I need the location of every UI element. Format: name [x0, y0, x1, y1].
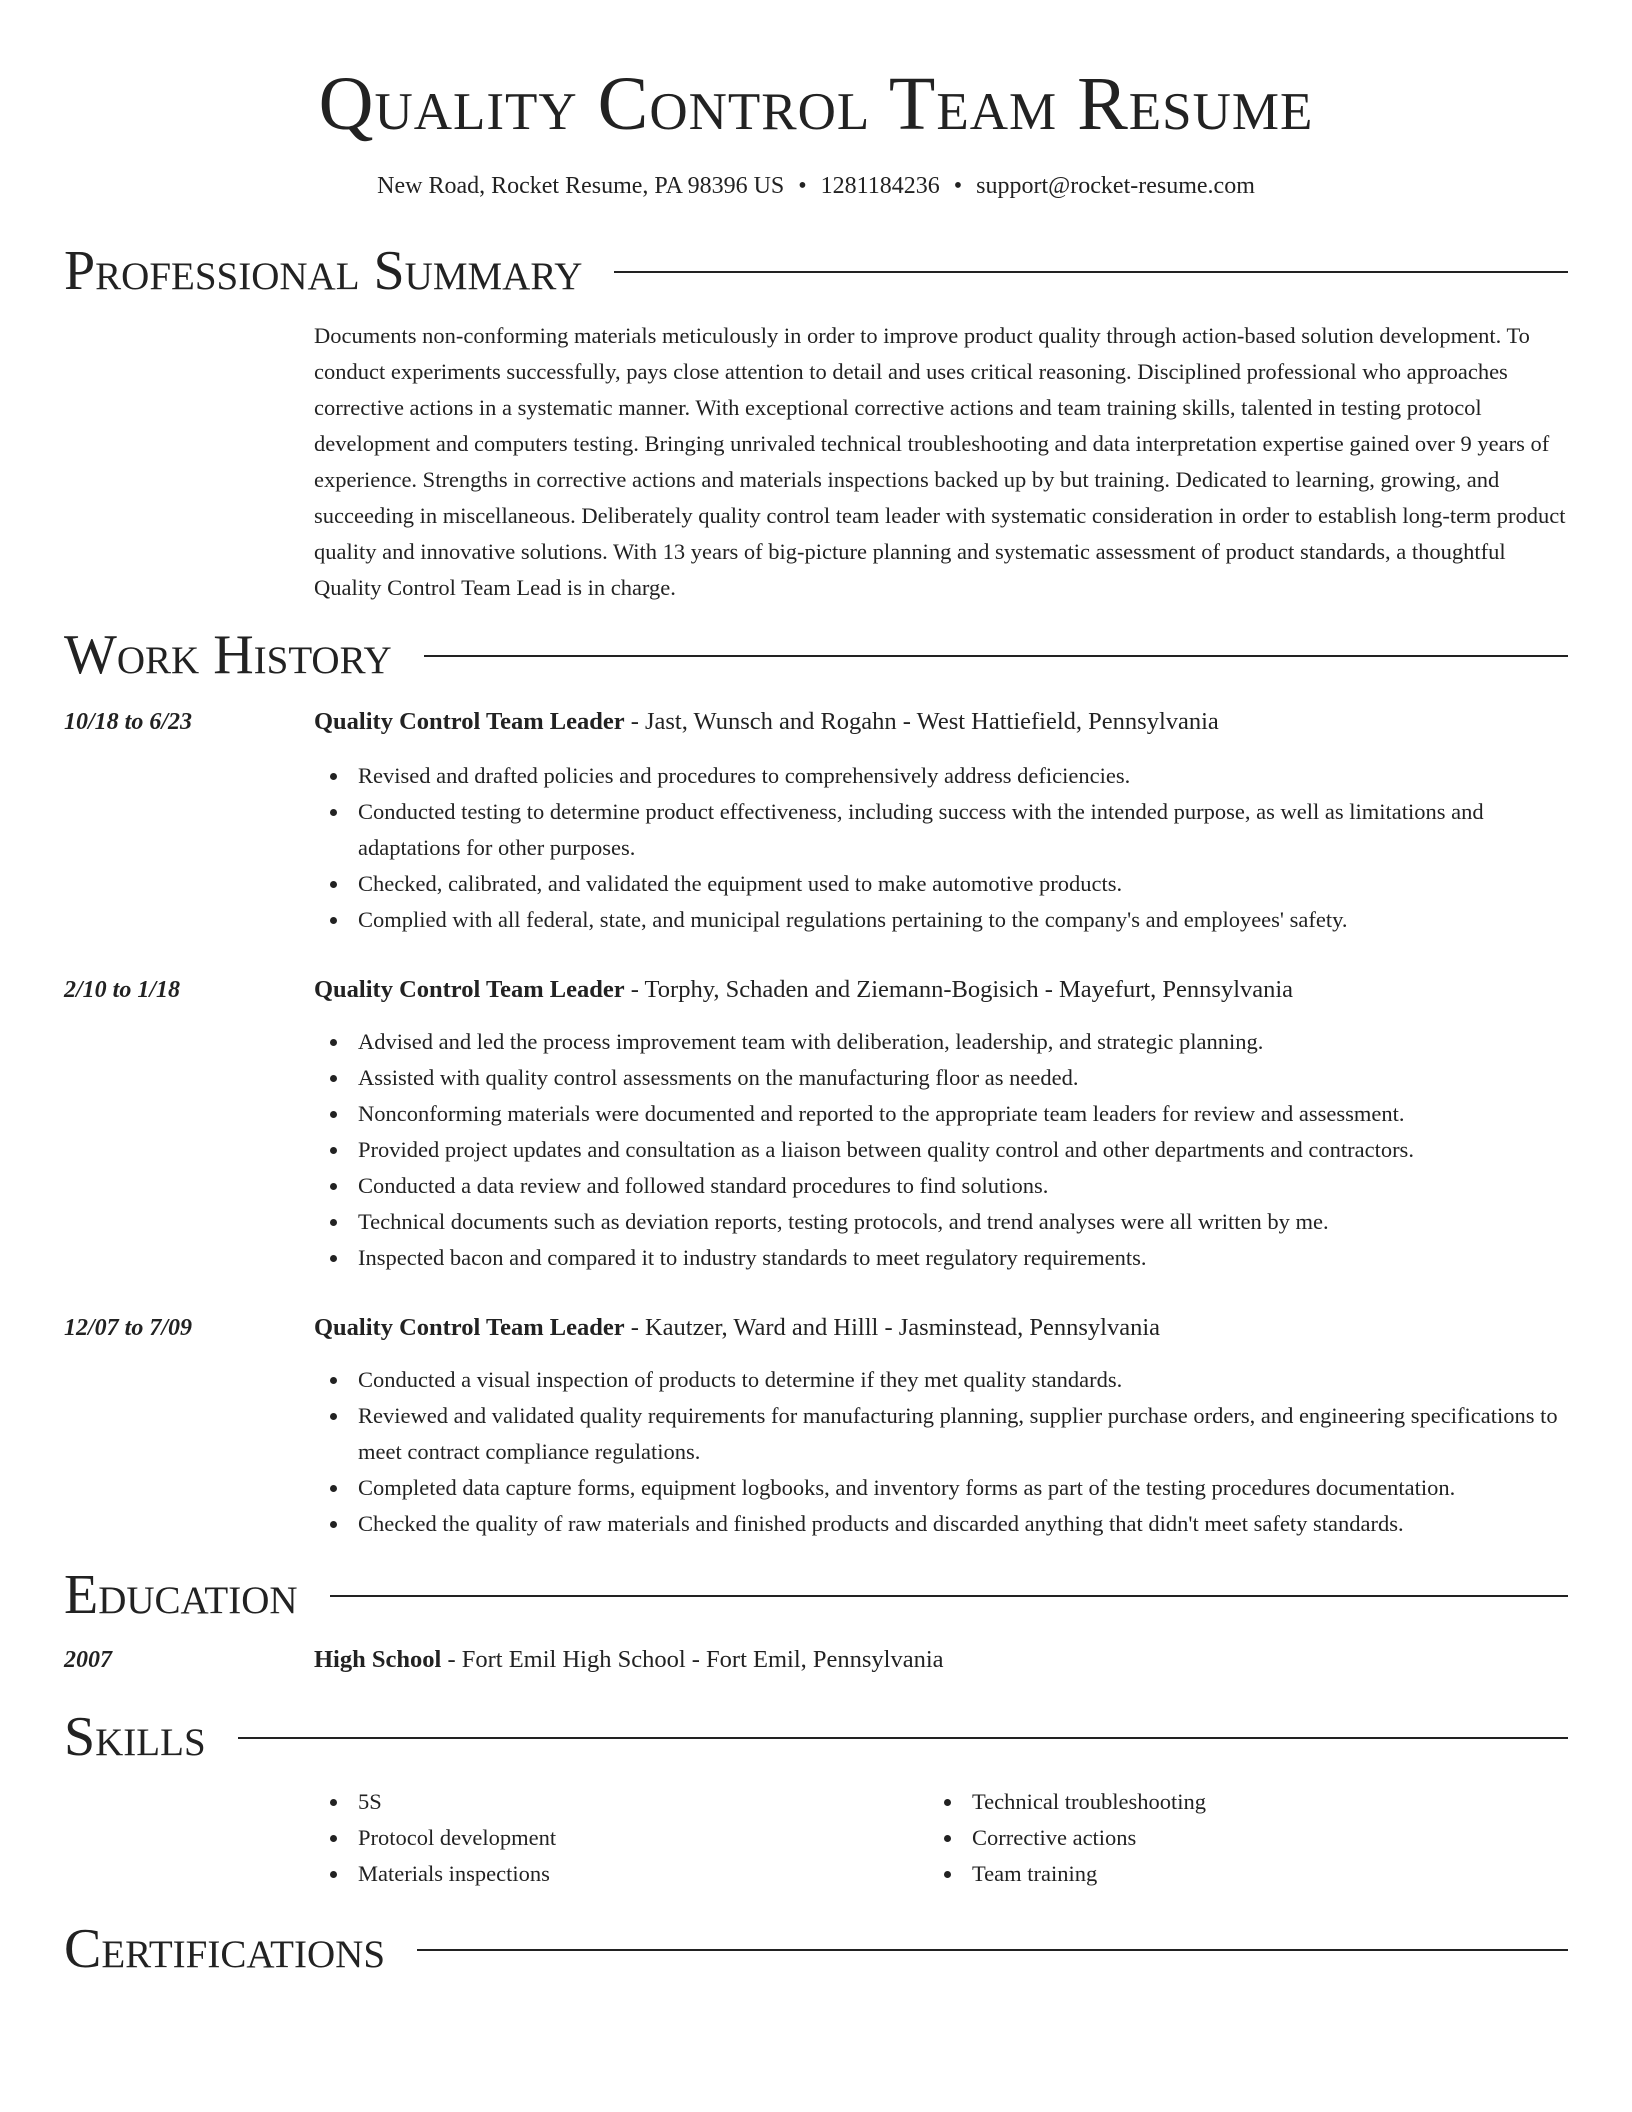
summary-text: Documents non-conforming materials meticulously in order to improve product quality through action-based solution development. To conduct experiments successfully, pays close attention to detail and uses critical reasoning. Disciplined professional who approaches corrective actions in a systematic manner. With exceptional corrective actions and team training skills, talented in testing protocol development and computers testing. Bringing unrivaled technical troubleshooting and data interpretation expertise gained over 9 years of experience. Strengths in corrective actions and materials inspections backed up by but training. Dedicated to learning, growing, and succeeding in miscellaneous. Deliberately quality control team leader with systematic consideration in order to establish long-term product quality and innovative solutions. With 13 years of big-picture planning and systematic assessment of product standards, a thoughtful Quality Control Team Lead is in charge. — [314, 323, 1566, 600]
list-item: Provided project updates and consultation as a liaison between quality control and other departments and contractors. — [314, 1132, 1568, 1168]
resume-header — [0, 0, 1632, 202]
summary-heading: Professional Summary — [64, 240, 583, 302]
list-item: Nonconforming materials were documented and reported to the appropriate team leaders for review and assessment. — [314, 1096, 1568, 1132]
list-item: Advised and led the process improvement team with deliberation, leadership, and strategic planning. — [314, 1024, 1568, 1060]
skill-item: Technical troubleshooting — [928, 1784, 1542, 1820]
work-bullets — [314, 1362, 1568, 1542]
certifications-heading-row — [64, 1914, 1568, 1984]
work-company: - Torphy, Schaden and Ziemann-Bogisich - Mayefurt, Pennsylvania — [624, 976, 1294, 1003]
skills-grid — [314, 1784, 1568, 1892]
work-heading-row — [64, 620, 1568, 690]
work-role: Quality Control Team Leader — [314, 1314, 625, 1341]
summary-heading-row — [64, 236, 1568, 306]
education-entry — [64, 1642, 1568, 1678]
list-item: Conducted a visual inspection of products to determine if they met quality standards. — [314, 1362, 1568, 1398]
work-bullets — [314, 1024, 1568, 1276]
work-heading: Work History — [64, 624, 392, 686]
education-title — [314, 1642, 1568, 1678]
skill-item: 5S — [314, 1784, 928, 1820]
work-company: - Jast, Wunsch and Rogahn - West Hattiefield, Pennsylvania — [624, 708, 1219, 735]
contact-email: support@rocket-resume.com — [976, 173, 1255, 199]
section-divider — [424, 655, 1568, 657]
list-item: Checked the quality of raw materials and finished products and discarded anything that didn't meet safety standards. — [314, 1506, 1568, 1542]
list-item: Revised and drafted policies and procedures to comprehensively address deficiencies. — [314, 758, 1568, 794]
work-title — [314, 972, 1568, 1008]
section-divider — [614, 271, 1568, 273]
list-item: Checked, calibrated, and validated the equipment used to make automotive products. — [314, 866, 1568, 902]
work-dates: 2/10 to 1/18 — [64, 977, 181, 1003]
work-title — [314, 704, 1568, 740]
work-dates: 10/18 to 6/23 — [64, 709, 193, 735]
skills-list-left — [314, 1784, 928, 1892]
certifications-heading: Certifications — [64, 1918, 386, 1980]
work-role: Quality Control Team Leader — [314, 708, 625, 735]
contact-separator: • — [798, 173, 807, 199]
list-item: Assisted with quality control assessments on the manufacturing floor as needed. — [314, 1060, 1568, 1096]
work-entry — [64, 972, 1568, 1276]
work-role: Quality Control Team Leader — [314, 976, 625, 1003]
work-title — [314, 1310, 1568, 1346]
certifications-section — [64, 1914, 1568, 1984]
resume-title: Quality Control Team Resume — [318, 62, 1314, 146]
skill-item: Materials inspections — [314, 1856, 928, 1892]
work-entry — [64, 704, 1568, 938]
work-dates: 12/07 to 7/09 — [64, 1315, 193, 1341]
summary-section — [64, 236, 1568, 606]
skills-list-right — [928, 1784, 1542, 1892]
list-item: Technical documents such as deviation reports, testing protocols, and trend analyses were all written by me. — [314, 1204, 1568, 1240]
work-bullets — [314, 758, 1568, 938]
section-divider — [238, 1737, 1568, 1739]
work-history-section — [64, 620, 1568, 1542]
education-section — [64, 1560, 1568, 1678]
list-item: Completed data capture forms, equipment logbooks, and inventory forms as part of the testing procedures documentation. — [314, 1470, 1568, 1506]
list-item: Inspected bacon and compared it to industry standards to meet regulatory requirements. — [314, 1240, 1568, 1276]
list-item: Reviewed and validated quality requirements for manufacturing planning, supplier purchase orders, and engineering specifications to meet contract compliance regulations. — [314, 1398, 1568, 1470]
section-divider — [330, 1595, 1568, 1597]
list-item: Conducted a data review and followed standard procedures to find solutions. — [314, 1168, 1568, 1204]
list-item: Complied with all federal, state, and municipal regulations pertaining to the company's and employees' safety. — [314, 902, 1568, 938]
contact-separator: • — [953, 173, 963, 199]
contact-address: New Road, Rocket Resume, PA 98396 US — [377, 173, 785, 199]
contact-line — [0, 170, 1632, 202]
skills-heading-row — [64, 1702, 1568, 1772]
work-company: - Kautzer, Ward and Hilll - Jasminstead, Pennsylvania — [624, 1314, 1161, 1341]
education-school: - Fort Emil High School - Fort Emil, Pennsylvania — [441, 1646, 944, 1673]
education-heading-row — [64, 1560, 1568, 1630]
skills-section — [64, 1702, 1568, 1892]
skill-item: Team training — [928, 1856, 1542, 1892]
work-entry — [64, 1310, 1568, 1542]
section-divider — [417, 1949, 1568, 1951]
skill-item: Corrective actions — [928, 1820, 1542, 1856]
contact-phone: 1281184236 — [820, 173, 940, 199]
skills-heading: Skills — [64, 1706, 206, 1768]
education-year: 2007 — [64, 1647, 112, 1673]
education-degree: High School — [314, 1646, 442, 1673]
skill-item: Protocol development — [314, 1820, 928, 1856]
list-item: Conducted testing to determine product effectiveness, including success with the intended purpose, as well as limitations and adaptations for other purposes. — [314, 794, 1568, 866]
education-heading: Education — [64, 1564, 298, 1626]
